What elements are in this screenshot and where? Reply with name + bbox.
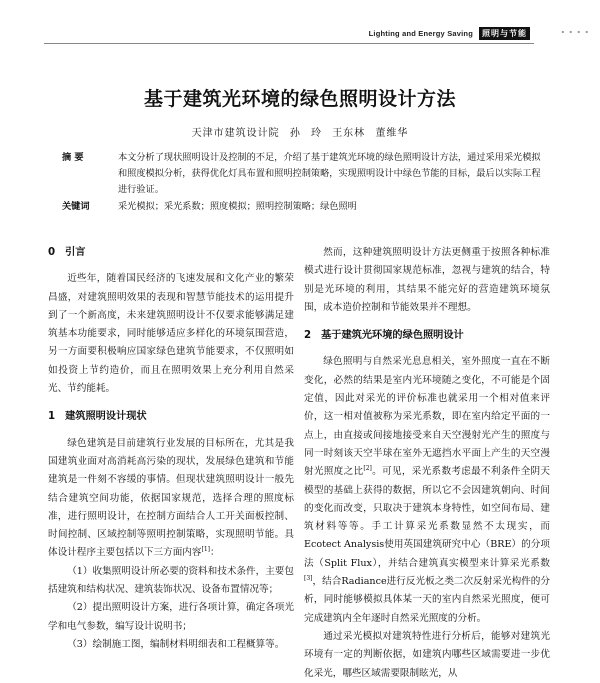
citation-ref: [2] [363, 465, 372, 473]
section-heading-green-lighting [304, 327, 550, 345]
keywords-block [62, 199, 542, 215]
citation-ref: [1] [201, 546, 210, 554]
section-title: 基于建筑光环境的绿色照明设计 [321, 330, 464, 342]
text-run: ，结合Radiance进行反光板之类二次反射采光构件的分析，同时能够模拟具体某一天的室内自然采光照度，便可完成建筑内全年逐时自然采光照度的分析。 [304, 576, 550, 624]
author-affiliation: 天津市建筑设计院 [191, 128, 280, 139]
author-name: 孙 玲 [289, 128, 322, 139]
edge-marks: ▪ ▪ ▪ ▪ [561, 29, 590, 34]
author-name: 董维华 [375, 128, 409, 139]
text-run: 绿色照明与自然采光息息相关，室外照度一直在不断变化，必然的结果是室内光环境随之变化，不可能是个固定值，因此对采光的评价标准也就采用一个相对值来评价，这一相对值被称为采光系数，即在室内给定平面的一点上，由直接或间接地接受来自天空漫射光产生的照度与同一时刻该天空半球在室外无遮挡水平面上产生的天空漫射光照度之比 [304, 356, 550, 478]
list-item: （1）收集照明设计所必要的资料和技术条件，主要包括建筑和结构状况、建筑装饰状况、设备布置情况等； [48, 565, 294, 596]
left-column [48, 244, 294, 654]
paragraph [48, 435, 294, 563]
section-heading-status [48, 408, 294, 426]
header-divider [44, 43, 534, 44]
keywords-text: 采光模拟；采光系数；照度模拟；照明控制策略；绿色照明 [118, 201, 357, 212]
paragraph: 通过采光模拟对建筑特性进行分析后，能够对建筑光环境有一定的判断依据，如建筑内哪些区域需要进一步优化采光，哪些区域需要限制眩光，从 [304, 630, 550, 679]
paragraph: 近些年，随着国民经济的飞速发展和文化产业的繁荣昌盛，对建筑照明效果的表现和智慧节能技术的运用提升到了一个新高度，未来建筑照明设计不仅要求能够满足建筑基本功能要求，同时能够适应多样化的环境氛围营造，另一方面要积极响应国家绿色建筑节能要求，不仅照明如如投资上节约造价，而且在照明效果上充分利用自然采光、节约能耗。 [48, 273, 294, 395]
right-column [304, 244, 550, 683]
abstract-label: 摘 要 [62, 152, 84, 163]
section-heading-intro [48, 244, 294, 262]
paragraph: 然而，这种建筑照明设计方法更侧重于按照各种标准模式进行设计贯彻国家规范标准，忽视与建筑的结合，特别是光环境的利用，其结果不能完好的营造建筑环境氛围，成本造价控制和节能效果并不理想。 [304, 247, 550, 313]
journal-name-en: Lighting and Energy Saving [368, 28, 473, 38]
section-title: 建筑照明设计现状 [65, 411, 147, 423]
text-run: 。可见，采光系数考虑最不利条件全阴天模型的基础上获得的数据，所以它不会因建筑朝向、时间的变化而改变，只取决于建筑本身特性，如空间布局、建筑材料等等。手工计算采光系数显然不太现实，而Ecotect Analysis使用英国建筑研究中心（BRE）的分项法（Split Flux），并结合建筑真实模型来计算采光系数 [304, 466, 550, 569]
list-item: （3）绘制施工图，编制材料明细表和工程概算等。 [67, 638, 285, 650]
author-line [0, 124, 600, 139]
running-header [369, 26, 530, 40]
section-number: 1 [48, 411, 56, 423]
article-title: 基于建筑光环境的绿色照明设计方法 [143, 88, 456, 110]
journal-badge: 照明与节能 [479, 27, 530, 40]
text-run: 绿色建筑是目前建筑行业发展的目标所在，尤其是我国建筑业面对高消耗高污染的现状，发展绿色建筑和节能建筑是一件刻不容缓的事情。但现状建筑照明设计一般先结合建筑空间功能，依据国家规范，选择合理的照度标准，进行照明设计，在控制方面结合人工开关面板控制、时间控制、区域控制等照明控制策略，实现照明节能。具体设计程序主要包括以下三方面内容 [48, 437, 294, 559]
list-item: （2）提出照明设计方案，进行各项计算，确定各项光学和电气参数，编写设计说明书； [48, 602, 294, 632]
citation-ref: [3] [304, 574, 313, 582]
keywords-label: 关键词 [62, 201, 90, 212]
section-number: 0 [48, 247, 56, 258]
section-title: 引言 [65, 247, 86, 258]
text-run: ： [210, 547, 220, 559]
abstract-block [62, 150, 542, 199]
section-number: 2 [304, 330, 312, 342]
author-name: 王东林 [332, 128, 366, 139]
abstract-text: 本文分析了现状照明设计及控制的不足，介绍了基于建筑光环境的绿色照明设计方法，通过采用采光模拟和照度模拟分析，获得优化灯具布置和照明控制策略，实现照明设计中绿色节能的目标，最后以实际工程进行验证。 [118, 152, 541, 196]
paragraph [304, 353, 550, 627]
